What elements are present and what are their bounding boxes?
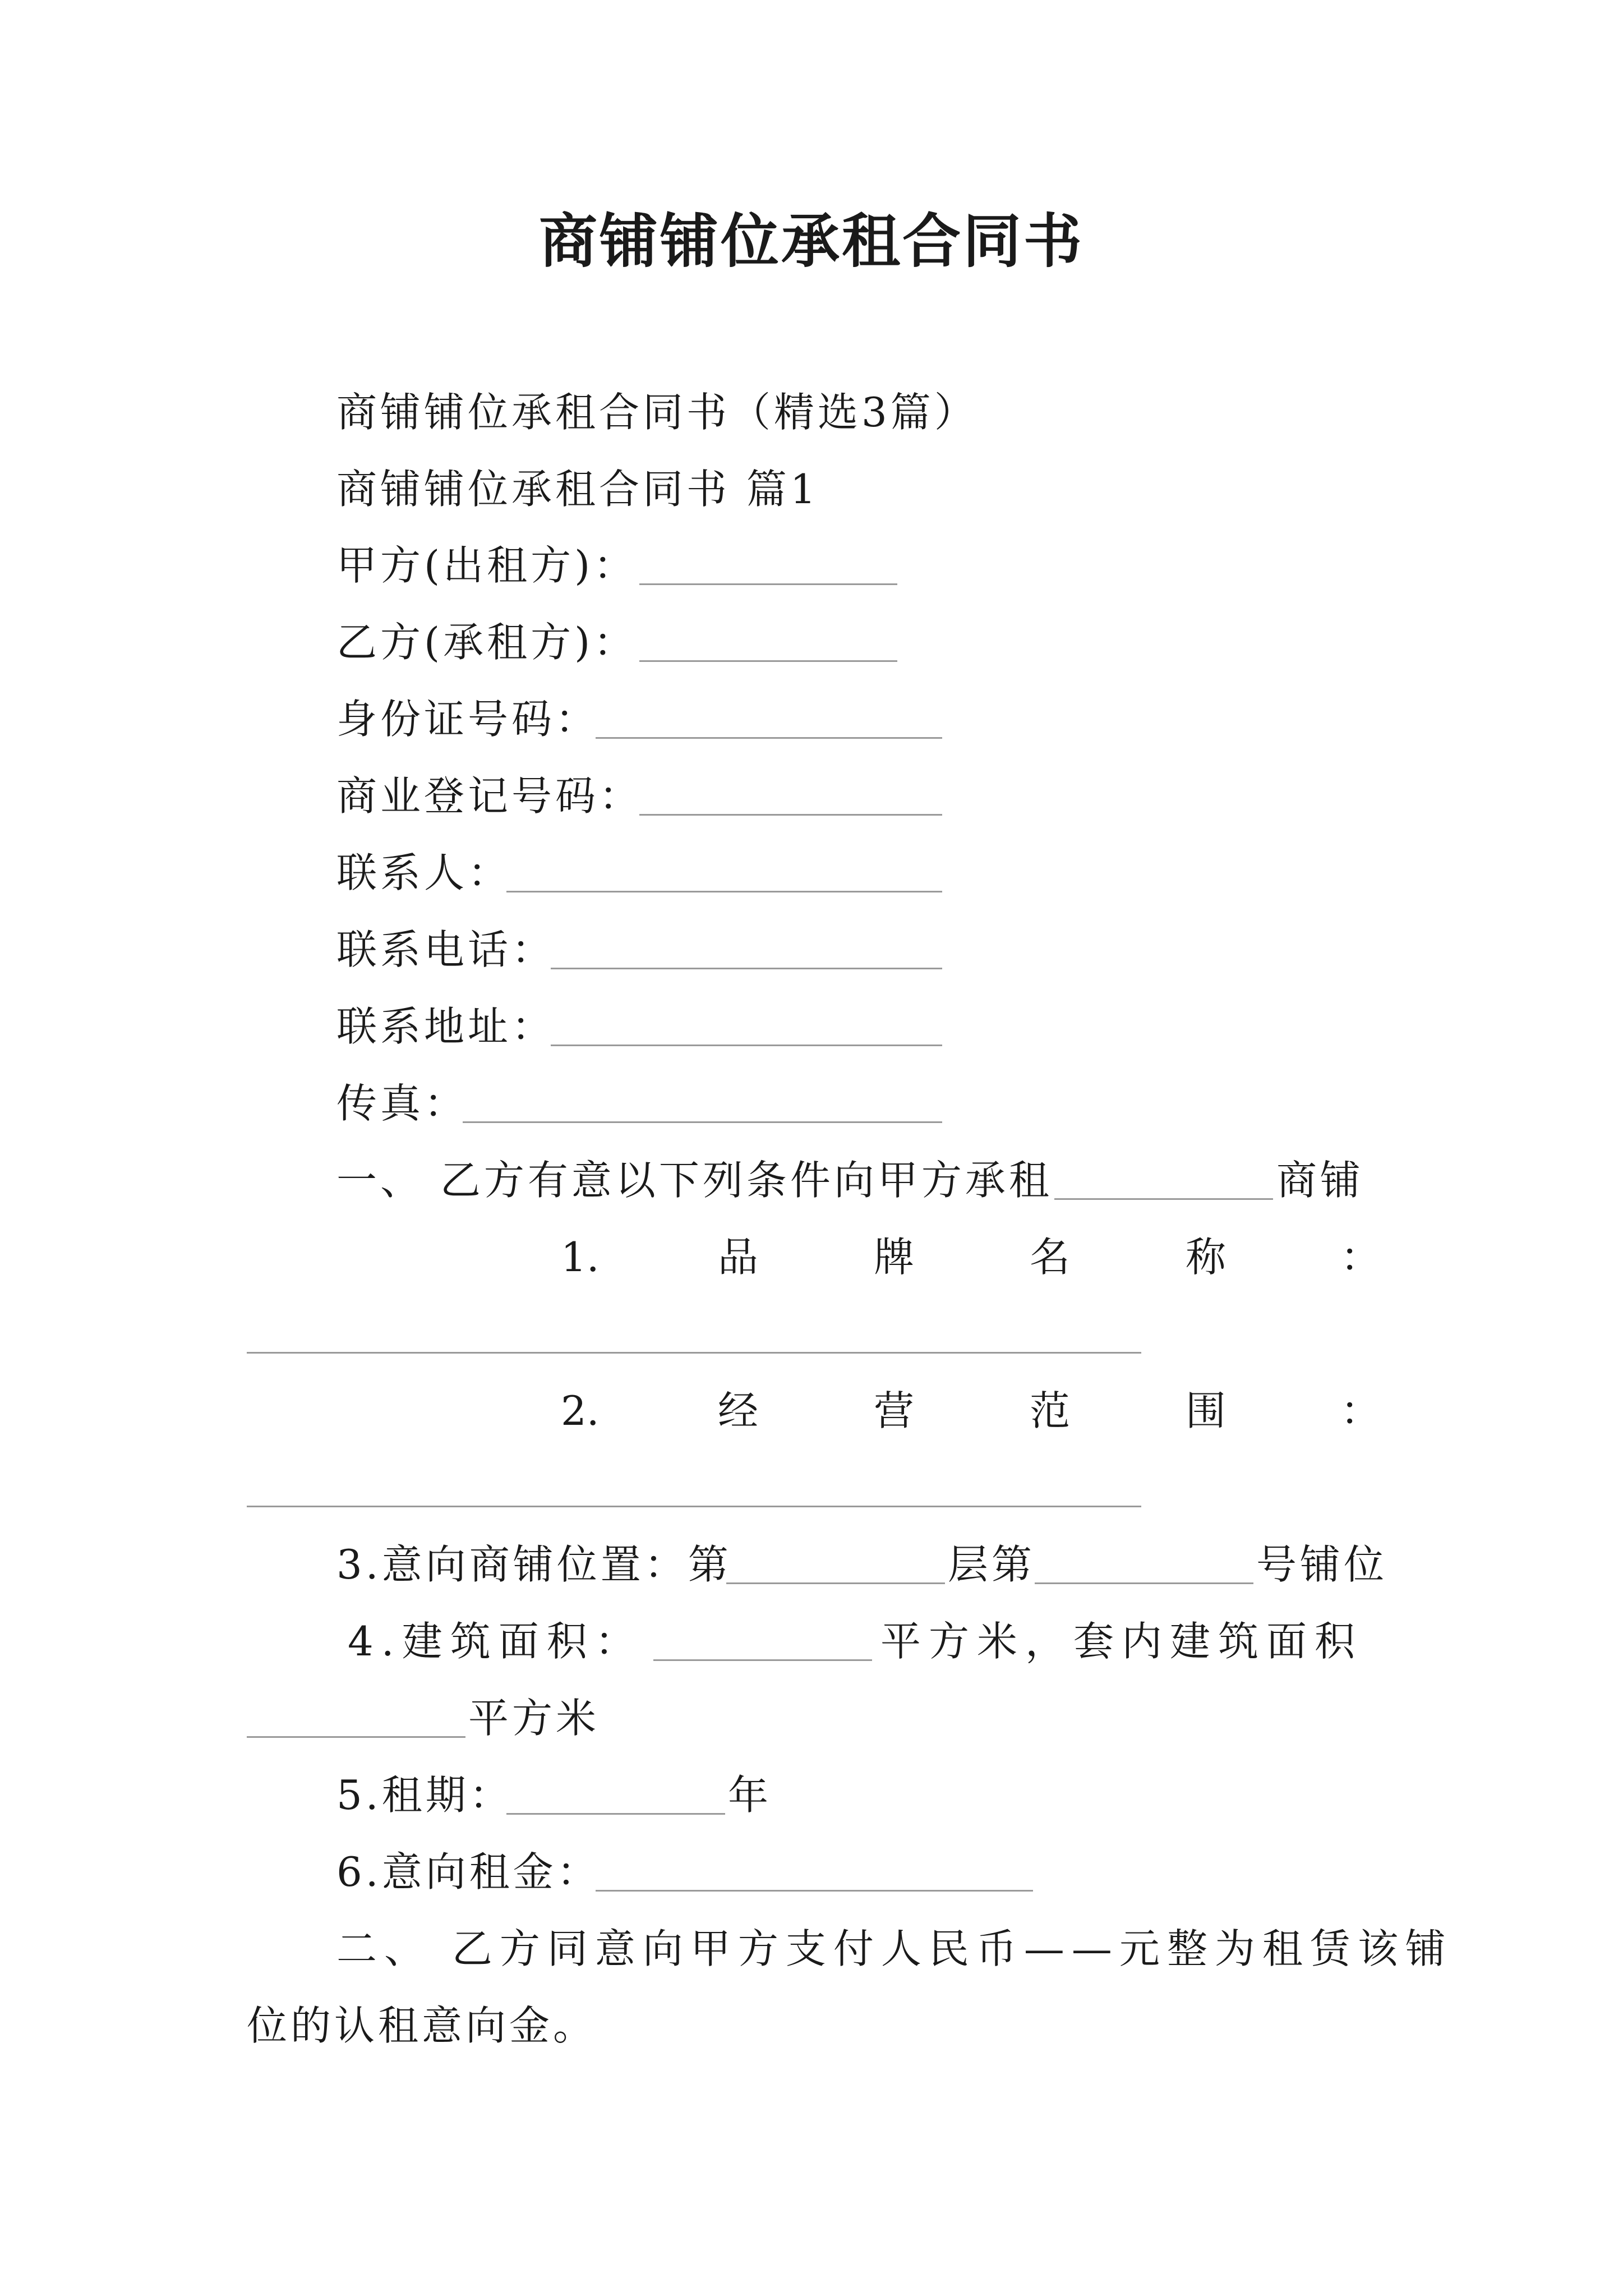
clause2-line1: 二、 乙方同意向甲方支付人民币——元整为租赁该铺 — [336, 1925, 1453, 1972]
area-suffix: 平方米 — [468, 1695, 600, 1742]
rent-label: 6.意向租金： — [336, 1848, 601, 1895]
location-floor-blank[interactable] — [726, 1582, 945, 1584]
field-id-number-blank[interactable] — [596, 737, 942, 739]
location-number-blank[interactable] — [1035, 1582, 1253, 1584]
field-fax-blank[interactable] — [463, 1121, 942, 1123]
field-address-label: 联系地址： — [336, 1003, 556, 1050]
field-id-number-label: 身份证号码： — [336, 696, 600, 743]
field-phone-label: 联系电话： — [336, 926, 556, 973]
location-suffix: 号铺位 — [1256, 1541, 1388, 1588]
document-subtitle: 商铺铺位承租合同书（精选3篇） — [336, 389, 978, 436]
scope-colon: ： — [1340, 1387, 1381, 1434]
field-lessor-label: 甲方(出租方)： — [336, 542, 638, 589]
area-building-blank[interactable] — [653, 1659, 872, 1661]
field-business-reg-label: 商业登记号码： — [336, 772, 643, 820]
term-suffix: 年 — [728, 1772, 772, 1819]
scope-num: 2. — [561, 1387, 600, 1434]
clause1-shop-blank[interactable] — [1054, 1198, 1273, 1200]
brand-char-4: 称 — [1186, 1234, 1227, 1281]
field-lessee-blank[interactable] — [639, 660, 897, 662]
area-inner-blank[interactable] — [247, 1736, 465, 1738]
term-label: 5.租期： — [336, 1772, 513, 1819]
clause2-line2: 位的认租意向金。 — [247, 2002, 597, 2049]
brand-colon: ： — [1340, 1234, 1381, 1281]
area-mid: 平方米，套内建筑面积 — [880, 1618, 1363, 1665]
brand-char-1: 品 — [718, 1234, 759, 1281]
field-phone-blank[interactable] — [551, 968, 942, 969]
field-contact-blank[interactable] — [506, 891, 942, 892]
clause1-intro-suffix: 商铺 — [1276, 1157, 1364, 1204]
field-address-blank[interactable] — [551, 1045, 942, 1046]
scope-char-4: 围 — [1186, 1387, 1227, 1434]
clause1-intro: 一、 乙方有意以下列条件向甲方承租 — [336, 1157, 1053, 1204]
document-title: 商铺铺位承租合同书 — [538, 206, 1084, 275]
field-contact-label: 联系人： — [336, 849, 512, 896]
section-heading: 商铺铺位承租合同书 篇1 — [336, 466, 819, 513]
scope-blank[interactable] — [247, 1506, 1141, 1507]
scope-char-2: 营 — [874, 1387, 915, 1434]
field-fax-label: 传真： — [336, 1080, 468, 1127]
scope-char-3: 范 — [1030, 1387, 1071, 1434]
brand-char-3: 名 — [1030, 1234, 1071, 1281]
field-lessee-label: 乙方(承租方)： — [336, 619, 638, 666]
location-label: 3.意向商铺位置：第 — [336, 1541, 732, 1588]
scope-char-1: 经 — [718, 1387, 759, 1434]
rent-blank[interactable] — [596, 1890, 1033, 1892]
field-business-reg-blank[interactable] — [639, 814, 942, 816]
area-label: 4.建筑面积： — [348, 1618, 643, 1665]
location-mid: 层第 — [948, 1541, 1036, 1588]
term-blank[interactable] — [506, 1813, 725, 1815]
brand-num: 1. — [561, 1234, 600, 1281]
brand-blank[interactable] — [247, 1352, 1141, 1354]
brand-char-2: 牌 — [874, 1234, 915, 1281]
field-lessor-blank[interactable] — [639, 583, 897, 585]
